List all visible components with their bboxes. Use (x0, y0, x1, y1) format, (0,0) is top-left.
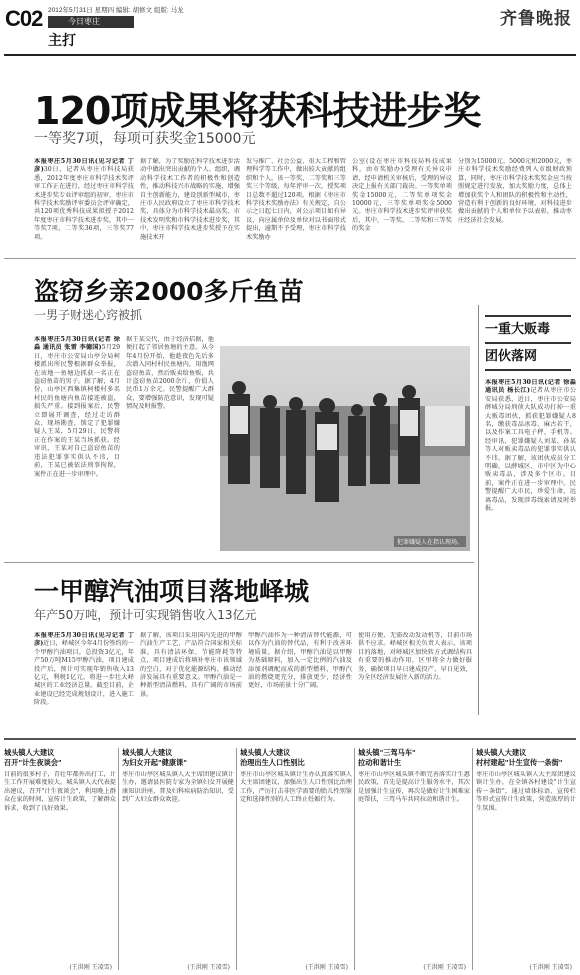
lead-column-4: 公室(设在枣庄市科技局科技成果科，由市奖励办)受理有关异议申请，经申请机关审核后，受理的异议决定上报有关部门裁决。一等奖单项奖金15000元，二等奖单项奖金10000元，三等奖单项奖金5000元。枣庄市科学技术进步奖评审获奖后，其中，一等奖、二等奖和三等奖的奖金 (352, 158, 452, 233)
bottom-credit-3: (王洪刚 王凌雪) (305, 964, 348, 971)
date-line: 2012年5月31日 星期四 编辑: 胡修文 组版: 马龙 (48, 7, 184, 14)
bottom-title-4: 城头镇"三驾马车" 拉动和谐计生 (358, 748, 416, 767)
bottom-credit-1: (王洪刚 王凌雪) (69, 964, 112, 971)
bottom-body-2: 枣庄市山亭区城头镇人大主席团建议镇计生办，邀请县医院专家为全镇妇女开展健康知识讲座，普及妇科疾病防治知识，受到广大妇女群众欢迎。 (122, 771, 234, 804)
title-bar (485, 315, 571, 317)
bottom-credit-4: (王洪刚 王凌雪) (423, 964, 466, 971)
column-separator (354, 748, 355, 970)
title-bar (485, 342, 571, 344)
bottom-divider (4, 738, 576, 740)
bottom-body-1: 目前的很多村子，青壮年都外出打工，计生工作开展难度较大。城头镇人大代表提出建议，召开"计生夜谈会"，利用晚上群众在家的时间，宣传计生政策，了解群众诉求，收到了良好效果。 (4, 771, 116, 812)
fish-headline: 盗窃乡亲2000多斤鱼苗 (34, 277, 304, 306)
bottom-title-1: 城头镇人大建议 召开"计生夜谈会" (4, 748, 62, 767)
column-separator (472, 748, 473, 970)
fish-column-2: 据王某交代，由于经济拮据，他便打起了邻居鱼塘的主意。从今年4月份开始，他趁夜色先后多次潜入同村村民鱼塘内，用渔网盗窃鱼苗，然后贩卖给鱼贩，共计盗窃鱼苗2000余斤，价值人民币1万余元。民警提醒广大群众，要增强防范意识，发现可疑情况及时报警。 (126, 336, 214, 411)
bottom-article-4 (358, 748, 470, 973)
methanol-dateline: 本报枣庄5月30日讯(见习记者 丁彦) (34, 632, 134, 648)
title-bar (485, 369, 571, 371)
news-photo (220, 346, 470, 551)
bottom-credit-2: (王洪刚 王凌雪) (187, 964, 230, 971)
column-separator (236, 748, 237, 970)
bottom-title-3: 城头镇人大建议 治理出生人口性别比 (240, 748, 305, 767)
fish-dateline: 本报枣庄5月30日讯(记者 徐淼 通讯员 张雷 李德国) (34, 336, 120, 352)
methanol-headline: 一甲醇汽油项目落地峄城 (34, 577, 310, 606)
lead-column-5: 分别为15000元、5000元和2000元，枣庄市科学技术奖励经费列入市级财政预算，同时，枣庄市科学技术奖奖金应当按照规定进行发放，加大奖励力度，总体上增加获奖个人和团队的积极性和主动性，营造有利于创新的良好环境，对科技进步做出贡献的个人和单位予以表彰，推动枣庄经济社会发展。 (458, 158, 572, 224)
section-tab: 今日枣庄 (48, 16, 134, 28)
bottom-strip (0, 742, 580, 975)
side-title-line-2: 团伙落网 (485, 349, 538, 364)
section-divider (4, 258, 576, 259)
lead-dateline: 本报枣庄5月30日讯(见习记者 丁彦) (34, 158, 134, 174)
side-dateline: 本报枣庄5月30日讯(记者 徐淼 通讯员 杨长江) (485, 379, 576, 395)
bottom-body-3: 枣庄市山亭区城头镇计生办认真落实镇人大主席团建议，加强出生人口性别比治理工作，严厉打击非医学需要的胎儿性别鉴定和选择性别的人工终止妊娠行为。 (240, 771, 352, 804)
lead-column-3: 发与推广、社会公益、重大工程和管理科学等工作中，做出较大贡献的组织和个人。该一等奖、二等奖和三等奖三个等级，每年评审一次，授奖项目总数不超过120项。根据《枣庄市科学技术奖励办法》有关规定，自公示之日起七日内，对公示项目如有异议，向应属单位及单位对以书面形式提出，逾期不予受理，枣庄市科学技术奖励办 (246, 158, 346, 241)
methanol-column-3: 甲醇汽油作为一种清洁替代能源，可以作为汽油的替代品，有利于改善环境质量。据介绍，甲醇汽油是以甲醇为基础原料，加入一定比例的汽油及添加剂调配而成的新型燃料，甲醇汽油的燃烧更充分，排放更少，经济性更好，市场前景十分广阔。 (248, 632, 352, 690)
bottom-body-5: 枣庄市山亭区城头镇人大主席团建议镇计生办，在全镇各村建设"计生宣传一条街"，通过墙体标语、宣传栏等形式宣传计生政策，营造浓厚的计生氛围。 (476, 771, 576, 812)
photo-caption: 犯罪嫌疑人在指认现场。 (394, 536, 466, 547)
bottom-body-4: 枣庄市山亭区城头镇不断完善落实计生惠民政策，首先是提高计生服务水平，其次是加强计生宣传，再次是做好计生困难家庭帮扶，三驾马车共同拉动和谐计生。 (358, 771, 470, 804)
section-name: 主打 (48, 33, 76, 49)
side-article (478, 305, 576, 715)
methanol-subheadline: 年产50万吨，预计可实现销售收入13亿元 (34, 608, 257, 622)
page-code: C02 (5, 6, 43, 31)
bottom-title-2: 城头镇人大建议 为妇女开起"健康课" (122, 748, 187, 767)
newspaper-logo: 齐鲁晚报 (500, 9, 572, 29)
masthead (0, 0, 580, 58)
fish-subheadline: 一男子财迷心窍被抓 (34, 308, 143, 322)
lead-subheadline: 一等奖7项，每项可获奖金15000元 (34, 131, 256, 147)
bottom-credit-5: (王洪刚 王凌雪) (529, 964, 572, 971)
bottom-article-3 (240, 748, 352, 973)
bottom-article-5 (476, 748, 576, 973)
methanol-column-2: 据了解，该项目采用国内先进的甲醇汽油生产工艺，产品符合国家相关标准，具有清洁环保、节能降耗等特点，项目建成后将填补枣庄市该领域的空白，对于优化能源结构、推动经济发展具有重要意义。甲醇汽油是一种新型清洁燃料，具有广阔的市场前景。 (140, 632, 242, 698)
side-body: 本报枣庄5月30日讯(记者 徐淼 通讯员 杨长江)记者从枣庄市公安局获悉，近日，枣庄市公安局薛城分局刑侦大队成功打掉一重大贩毒团伙，抓获犯罪嫌疑人8名，缴获毒品冰毒、麻古若干，以及作案工具电子秤、手机等。经审讯，犯罪嫌疑人刘某、孙某等人对贩卖毒品的犯罪事实供认不讳。据了解，该团伙成员分工明确，以薛城区、市中区为中心贩卖毒品，涉及多个区市。目前，案件正在进一步审理中。民警提醒广大市民，珍爱生命，远离毒品，发现涉毒线索请及时举报。 (485, 379, 576, 513)
bottom-title-5: 城头镇人大建议 村村建起"计生宣传一条街" (476, 748, 563, 767)
side-title-line-1: 一重大贩毒 (485, 322, 551, 337)
fish-column-1: 本报枣庄5月30日讯(记者 徐淼 通讯员 张雷 李德国)5月29日，枣庄市公安局山亭分局柯楼派出所民警根据群众举报，在该地一鱼塘边抓获一名正在盗窃鱼苗的男子。据了解，4月份，山亭区西集镇柯楼村多名村民的鱼塘内鱼苗接连被盗，损失严重。接到报案后，民警立即展开调查，经过走访群众、现场勘查，锁定了犯罪嫌疑人王某，5月29日，民警将正在作案的王某当场抓获。经审讯，王某对自己盗窃鱼苗的违法犯罪事实供认不讳，目前，王某已被依法刑事拘留，案件正在进一步审理中。 (34, 336, 120, 478)
methanol-column-1: 本报枣庄5月30日讯(见习记者 丁彦)近日，峄城区今年4月份签约的一个甲醇汽油项目，总投资3亿元，年产50万吨M15甲醇汽油，项目建成投产后，预计可实现年销售收入13亿元，利税1亿元，将进一步壮大峄城区的工业经济总量。截至目前，企业建设已经完成规划设计，进入施工阶段。 (34, 632, 134, 707)
methanol-column-4: 使用方便、无需改动发动机等，目前市场供不应求。峄城区相关负责人表示，该项目的落地，对峄城区加快转方式调结构具有重要的推动作用，区里将全力做好服务，确保项目早日建成投产、早日见效，为全区经济发展注入新的活力。 (358, 632, 472, 682)
lead-column-2: 据了解，为了奖励在科学技术进步活动中做出突出贡献的个人、组织，调动科学技术工作者的积极性和创造性，推动科技兴市战略的实施，增强自主创新能力，建设创新型城市，枣庄市人民政府设立了枣庄市科学技术奖，具体分为市科学技术最高奖、市技术发明奖和市科学技术进步奖，其中，枣庄市科学技术进步奖授予在实施技术开 (140, 158, 240, 241)
column-separator (118, 748, 119, 970)
lead-column-1: 本报枣庄5月30日讯(见习记者 丁彦)30日，记者从枣庄市科技局获悉，2012年度枣庄市科学技术奖评审工作正在进行，经过枣庄市科学技术进步奖专业评审组的初审，枣庄市科学技术奖励评审委员会评审确定，共120项优秀科技成果拟授予2012年度枣庄市科学技术进步奖，其中一等奖7项，二等奖36项，三等奖77项。 (34, 158, 134, 241)
side-title (485, 315, 576, 371)
bottom-article-2 (122, 748, 234, 973)
lead-headline: 120项成果将获科技进步奖 (34, 89, 481, 133)
header-rule (4, 54, 576, 56)
section-divider (4, 562, 474, 563)
bottom-article-1 (4, 748, 116, 973)
